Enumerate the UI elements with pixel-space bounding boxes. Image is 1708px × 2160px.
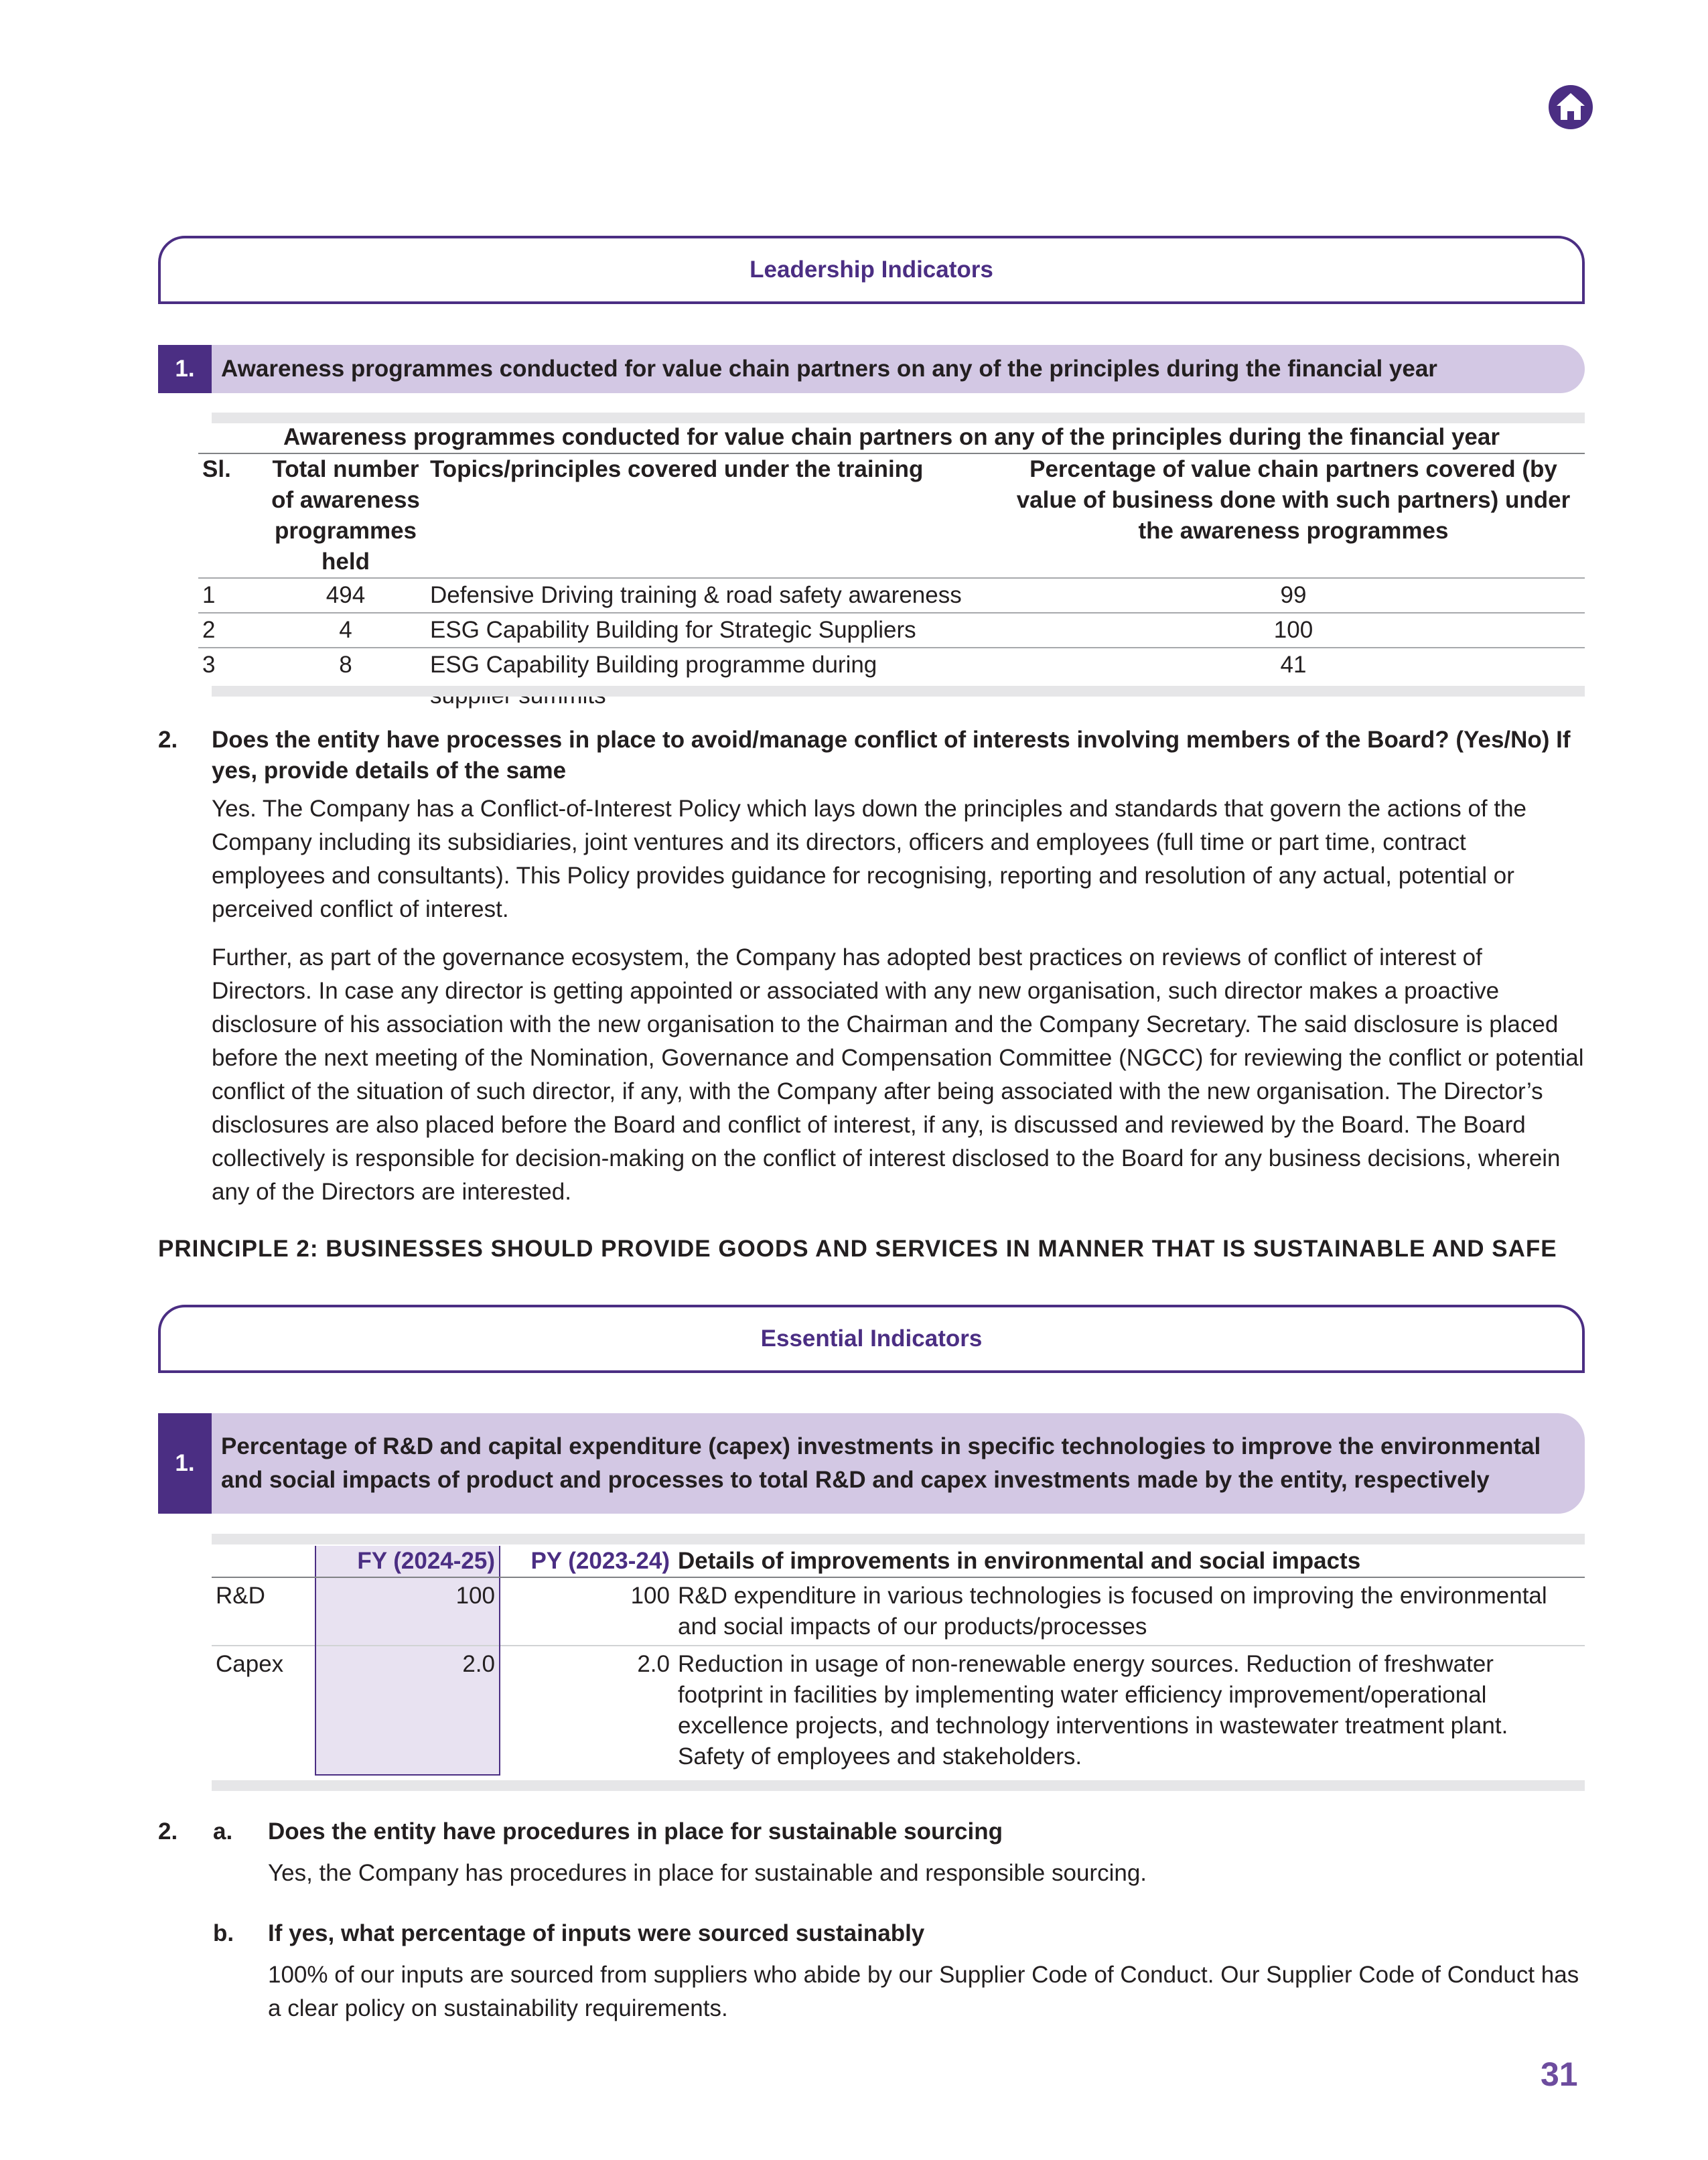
question-text: Awareness programmes conducted for value chain partners on any of the principles during the financial year <box>212 345 1585 393</box>
cell-pct: 100 <box>1002 613 1585 648</box>
table-row <box>212 1577 1585 1646</box>
header-percentage: Percentage of value chain partners covered (by value of business done with such partners) under the awareness programmes <box>1016 456 1571 544</box>
essential-indicators-banner <box>158 1305 1585 1373</box>
header-total-programmes: Total number of awareness programmes held <box>271 456 420 575</box>
question-number: 1. <box>158 345 212 393</box>
cell-fy: 100 <box>315 1577 500 1646</box>
sub-question-b-answer: 100% of our inputs are sourced from suppliers who abide by our Supplier Code of Conduct. Our Supplier Code of Conduct has a clear policy on sustainability requirements. <box>268 1962 1579 2021</box>
cell-label: Capex <box>212 1646 315 1775</box>
header-topics: Topics/principles covered under the training <box>430 456 924 482</box>
cell-sl: 3 <box>198 648 265 713</box>
table-row <box>212 1646 1585 1775</box>
table-bottom-rule <box>212 1780 1585 1791</box>
sub-question-a-label: a. <box>213 1818 233 1845</box>
header-details: Details of improvements in environmental and social impacts <box>674 1546 1585 1577</box>
header-blank <box>212 1546 315 1577</box>
principle-2-heading: PRINCIPLE 2: BUSINESSES SHOULD PROVIDE GOODS AND SERVICES IN MANNER THAT IS SUSTAINABLE AND SAFE <box>158 1236 1557 1262</box>
leadership-indicators-title: Leadership Indicators <box>750 257 993 283</box>
question-2-text: Does the entity have processes in place to avoid/manage conflict of interests involving members of the Board? (Yes/No) If yes, provide details of the same <box>212 727 1571 784</box>
essential-indicators-title: Essential Indicators <box>760 1325 983 1352</box>
question-2-number: 2. <box>158 727 178 753</box>
cell-label: R&D <box>216 1583 265 1609</box>
cell-topic: ESG Capability Building for Strategic Suppliers <box>426 613 1002 648</box>
header-py: PY (2023-24) <box>500 1546 674 1577</box>
cell-details: Reduction in usage of non-renewable energy sources. Reduction of freshwater footprint in facilities by implementing water efficiency improvement/operational excellence projects, and technology interventions in wastewater treatment plant. Safety of employees and stakeholders. <box>674 1646 1585 1775</box>
header-sl: Sl. <box>202 456 231 482</box>
cell-count: 4 <box>265 613 426 648</box>
question-text: Percentage of R&D and capital expenditure (capex) investments in specific technologies to improve the environmental and social impacts of product and processes to total R&D and capex investments made by the entity, respectively <box>212 1413 1585 1514</box>
cell-count: 494 <box>265 578 426 613</box>
essential-question-2-number: 2. <box>158 1818 178 1845</box>
cell-fy: 2.0 <box>315 1646 500 1775</box>
awareness-programmes-table <box>198 422 1585 713</box>
leadership-indicators-banner <box>158 236 1585 304</box>
table-caption: Awareness programmes conducted for value chain partners on any of the principles during the financial year <box>198 422 1585 453</box>
rd-capex-table <box>212 1546 1585 1776</box>
table-row <box>198 613 1585 648</box>
cell-sl: 1 <box>198 578 265 613</box>
table-top-rule <box>212 1534 1585 1544</box>
sub-question-b-text: If yes, what percentage of inputs were sourced sustainably <box>268 1920 925 1946</box>
sub-question-a-answer: Yes, the Company has procedures in place for sustainable and responsible sourcing. <box>268 1860 1147 1886</box>
cell-pct: 41 <box>1002 648 1585 713</box>
sub-question-a-text: Does the entity have procedures in place for sustainable sourcing <box>268 1818 1003 1845</box>
cell-topic: Defensive Driving training & road safety awareness <box>426 578 1002 613</box>
cell-py: 100 <box>630 1583 670 1609</box>
page-number: 31 <box>1541 2056 1578 2093</box>
question-2-answer-paragraph-2: Further, as part of the governance ecosystem, the Company has adopted best practices on reviews of conflict of interest of Directors. In case any director is getting appointed or associated with any new organisation, such director makes a proactive disclosure of his association with the new organisation to the Chairman and the Company Secretary. The said disclosure is placed before the next meeting of the Nomination, Governance and Compensation Committee (NGCC) for reviewing the conflict or potential conflict of the situation of such director, if any, with the Company after being associated with the new organisation. The Director’s disclosures are also placed before the Board and conflict of interest, if any, is discussed and reviewed by the Board. The Board collectively is responsible for decision-making on the conflict of interest disclosed to the Board for any business decisions, wherein any of the Directors are interested. <box>212 944 1584 1205</box>
header-fy: FY (2024-25) <box>315 1546 500 1577</box>
question-number: 1. <box>158 1413 212 1514</box>
home-icon[interactable] <box>1547 84 1594 131</box>
cell-py: 2.0 <box>500 1646 674 1775</box>
cell-sl: 2 <box>198 613 265 648</box>
table-bottom-rule <box>212 686 1585 697</box>
cell-pct: 99 <box>1002 578 1585 613</box>
cell-count: 8 <box>265 648 426 713</box>
table-row <box>198 648 1585 713</box>
question-2-answer-paragraph-1: Yes. The Company has a Conflict-of-Interest Policy which lays down the principles and standards that govern the actions of the Company including its subsidiaries, joint ventures and its directors, officers and employees (full time or part time, contract employees and consultants). This Policy provides guidance for recognising, reporting and resolution of any actual, potential or perceived conflict of interest. <box>212 796 1527 922</box>
cell-topic: ESG Capability Building programme during <box>426 648 1002 713</box>
cell-details: R&D expenditure in various technologies is focused on improving the environmental and social impacts of our products/processes <box>678 1583 1547 1640</box>
question-1-bar <box>158 345 1585 393</box>
essential-question-1-bar <box>158 1413 1585 1514</box>
table-row <box>198 578 1585 613</box>
sub-question-b-label: b. <box>213 1920 234 1946</box>
